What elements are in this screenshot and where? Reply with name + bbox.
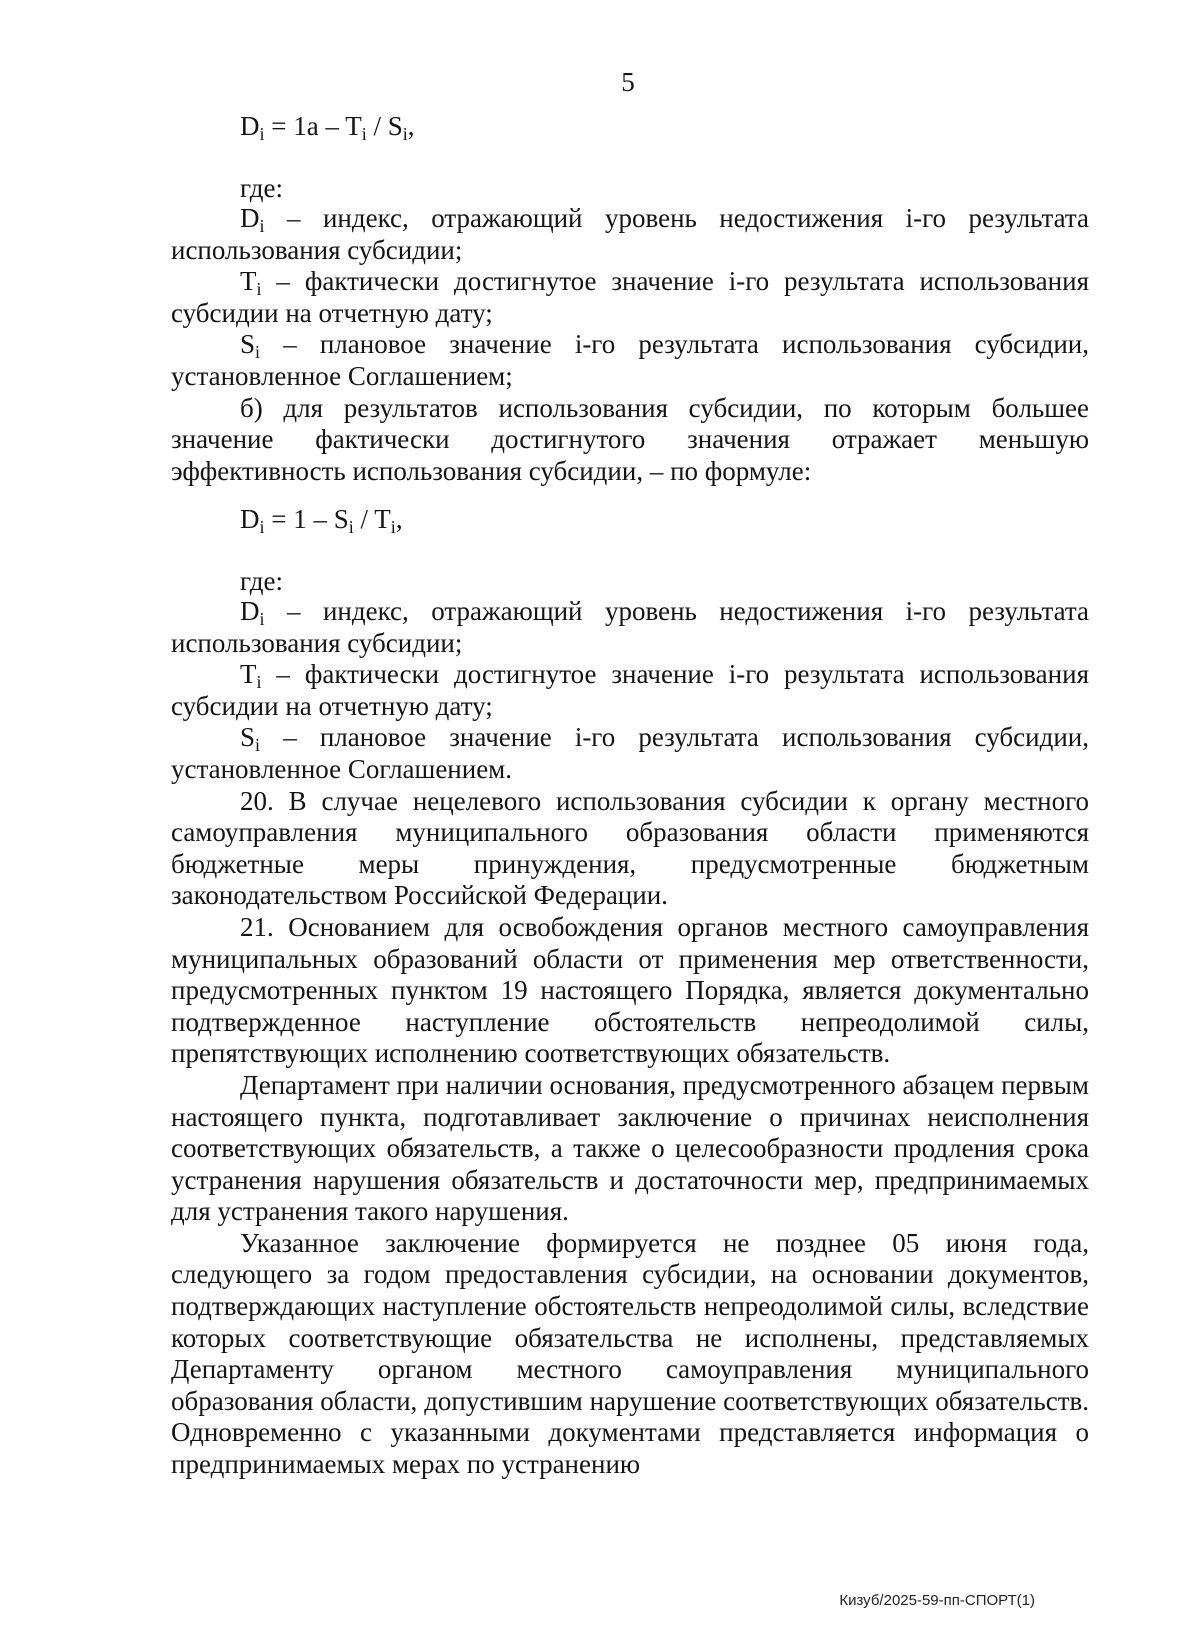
definition-subscript: i — [255, 342, 261, 363]
where-label: где: — [240, 566, 283, 596]
page-number: 5 — [621, 67, 635, 97]
definition-symbol: T — [240, 659, 257, 690]
formula-subscript: i — [402, 124, 408, 144]
definitions-1 — [171, 203, 1089, 487]
definition-subscript: i — [256, 672, 262, 693]
definition-subscript: i — [259, 609, 265, 629]
formula-text: , — [395, 504, 403, 534]
paragraph-21: 21. Основанием для освобождения органов местного самоуправления муниципальных образований области от применения мер ответственности, предусмотренных пунктом 19 настоящего Порядка, является документально подтвержденное наступление обстоятельств непреодолимой силы, препятствующих исполнению соответствующих обязательств. — [171, 911, 1089, 1069]
definition-text: – индекс, отражающий уровень недостижения i-го результата использования субсидии; — [171, 596, 1089, 658]
formula-text: = 1a – T — [264, 111, 362, 141]
definition-d — [171, 203, 1089, 266]
definition-text: – фактически достигнутое значение i-го результата использования субсидии на отчетную дату; — [171, 266, 1089, 328]
paragraph-conclusion: Указанное заключение формируется не позднее 05 июня года, следующего за годом предоставления субсидии, на основании документов, подтверждающих наступление обстоятельств непреодолимой силы, вследствие которых соответствующие обязательства не исполнены, представляемых Департаменту органом местного самоуправления муниципального образования области, допустившим нарушение соответствующих обязательств. Одновременно с указанными документами представляется информация о предпринимаемых мерах по устранению — [171, 1227, 1089, 1480]
definition-symbol: S — [240, 329, 256, 360]
formula-subscript: i — [361, 124, 367, 144]
definition-symbol: D — [240, 596, 260, 626]
definition-s — [171, 722, 1089, 785]
definition-text: – индекс, отражающий уровень недостижения i-го результата использования субсидии; — [171, 203, 1089, 265]
definitions-2 — [171, 596, 1089, 1481]
formula-subscript: i — [390, 517, 396, 537]
definition-symbol: T — [240, 266, 257, 297]
definition-d — [171, 596, 1089, 659]
paragraph-20: 20. В случае нецелевого использования субсидии к органу местного самоуправления муниципального образования области применяются бюджетные меры принуждения, предусмотренные бюджетным законодательством Российской Федерации. — [171, 785, 1089, 911]
definition-subscript: i — [255, 735, 261, 756]
formula-text: , — [407, 111, 415, 141]
formula-text: / T — [353, 504, 391, 534]
definition-subscript: i — [256, 279, 262, 300]
formula-symbol: D — [240, 111, 260, 141]
definition-text: – плановое значение i-го результата использования субсидии, установленное Соглашением. — [171, 722, 1089, 784]
definition-text: – фактически достигнутое значение i-го результата использования субсидии на отчетную дату; — [171, 659, 1089, 721]
definition-t — [171, 266, 1089, 329]
definition-t — [171, 659, 1089, 722]
document-code: Кизуб/2025-59-пп-СПОРТ(1) — [839, 1592, 1035, 1609]
formula-1 — [240, 110, 415, 142]
formula-subscript: i — [259, 517, 265, 537]
formula-subscript: i — [348, 517, 354, 537]
formula-text: = 1 – S — [264, 504, 349, 534]
definition-text: – плановое значение i-го результата использования субсидии, установленное Соглашением; — [171, 329, 1089, 391]
definition-symbol: D — [240, 203, 260, 233]
where-label: где: — [240, 173, 283, 203]
definition-s — [171, 329, 1089, 392]
formula-subscript: i — [259, 124, 265, 144]
paragraph-department: Департамент при наличии основания, предусмотренного абзацем первым настоящего пункта, подготавливает заключение о причинах неисполнения соответствующих обязательств, а также о целесообразности продления срока устранения нарушения обязательств и достаточности мер, предпринимаемых для устранения такого нарушения. — [171, 1069, 1089, 1227]
definition-symbol: S — [240, 722, 256, 753]
formula-2 — [240, 503, 403, 535]
formula-symbol: D — [240, 504, 260, 534]
item-b-paragraph: б) для результатов использования субсидии, по которым большее значение фактически достигнутого значения отражает меньшую эффективность использования субсидии, – по формуле: — [171, 392, 1089, 486]
formula-text: / S — [366, 111, 403, 141]
definition-subscript: i — [259, 216, 265, 236]
